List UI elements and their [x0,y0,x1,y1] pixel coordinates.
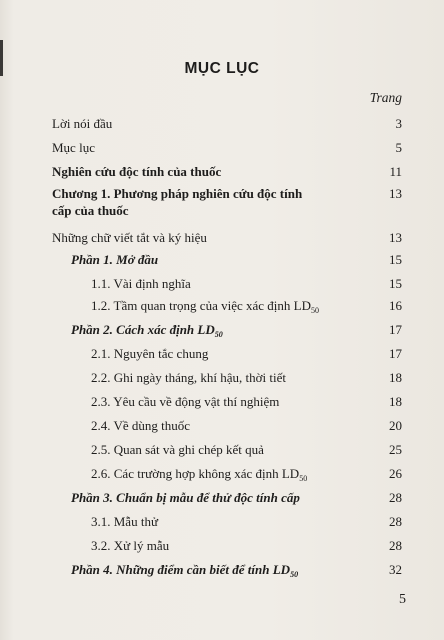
toc-entry-page: 3 [395,116,402,131]
toc-entry-label: Phần 2. Cách xác định $LD_{50}$ [71,322,223,339]
toc-entry-page: 15 [389,252,402,267]
toc-entry-label: 2.3. Yêu cầu về động vật thí nghiệm [91,394,280,409]
toc-entry-page: 20 [389,418,402,433]
toc-entry-label: 2.5. Quan sát và ghi chép kết quả [91,442,264,457]
toc-entry-page: 18 [389,370,402,385]
toc-entry-label: 2.4. Về dùng thuốc [91,418,191,433]
toc-entry-page: 15 [389,276,402,291]
toc-entry-page: 26 [389,466,402,481]
toc-entry-page: 28 [389,490,402,505]
toc-entry-label: 3.2. Xử lý mẫu [91,538,170,553]
toc-entry-page: 16 [389,298,402,313]
toc-entry-label: Phần 4. Những điểm cần biết để tính $LD_{50}$ [71,562,299,579]
toc-entry-label: Nghiên cứu độc tính của thuốc [52,164,222,179]
toc-entry-page: 17 [389,322,402,337]
toc-entry-page: 13 [389,230,402,245]
toc-entry-label: 1.2. Tầm quan trọng của việc xác định $LD_{50}$ [91,298,319,315]
toc-entry-page: 18 [389,394,402,409]
toc-entry-label: Những chữ viết tắt và ký hiệu [52,230,207,245]
toc-entry-label-line2: cấp của thuốc [52,203,129,218]
toc-entry-page: 28 [389,514,402,529]
toc-entry-label: Phần 1. Mở đầu [71,252,159,267]
toc-entry-label: 2.1. Nguyên tắc chung [91,346,209,361]
toc-entry-page: 28 [389,538,402,553]
toc-title: MỤC LỤC [184,60,260,77]
toc-entry-page: 32 [389,562,402,577]
page-column-header: Trang [369,90,402,105]
toc-entry-page: 5 [395,140,402,155]
toc-entry-label: 3.1. Mẫu thử [91,514,158,529]
toc-entry-page: 13 [389,186,402,201]
toc-entry-label: 2.6. Các trường hợp không xác định $LD_{50}$ [91,466,308,483]
toc-entry-label: Phần 3. Chuẩn bị mẫu để thử độc tính cấp [71,490,300,505]
toc-entry-label: Lời nói đầu [52,116,113,131]
toc-entry-label: Mục lục [52,140,95,155]
toc-entry-page: 11 [389,164,402,179]
toc-entry-label: 1.1. Vài định nghĩa [91,276,191,291]
toc-entry-label: 2.2. Ghi ngày tháng, khí hậu, thời tiết [91,370,286,385]
page-number: 5 [399,592,406,607]
toc-entry-page: 17 [389,346,402,361]
toc-entry-page: 25 [389,442,402,457]
toc-entry-label: Chương 1. Phương pháp nghiên cứu độc tính [52,186,303,201]
